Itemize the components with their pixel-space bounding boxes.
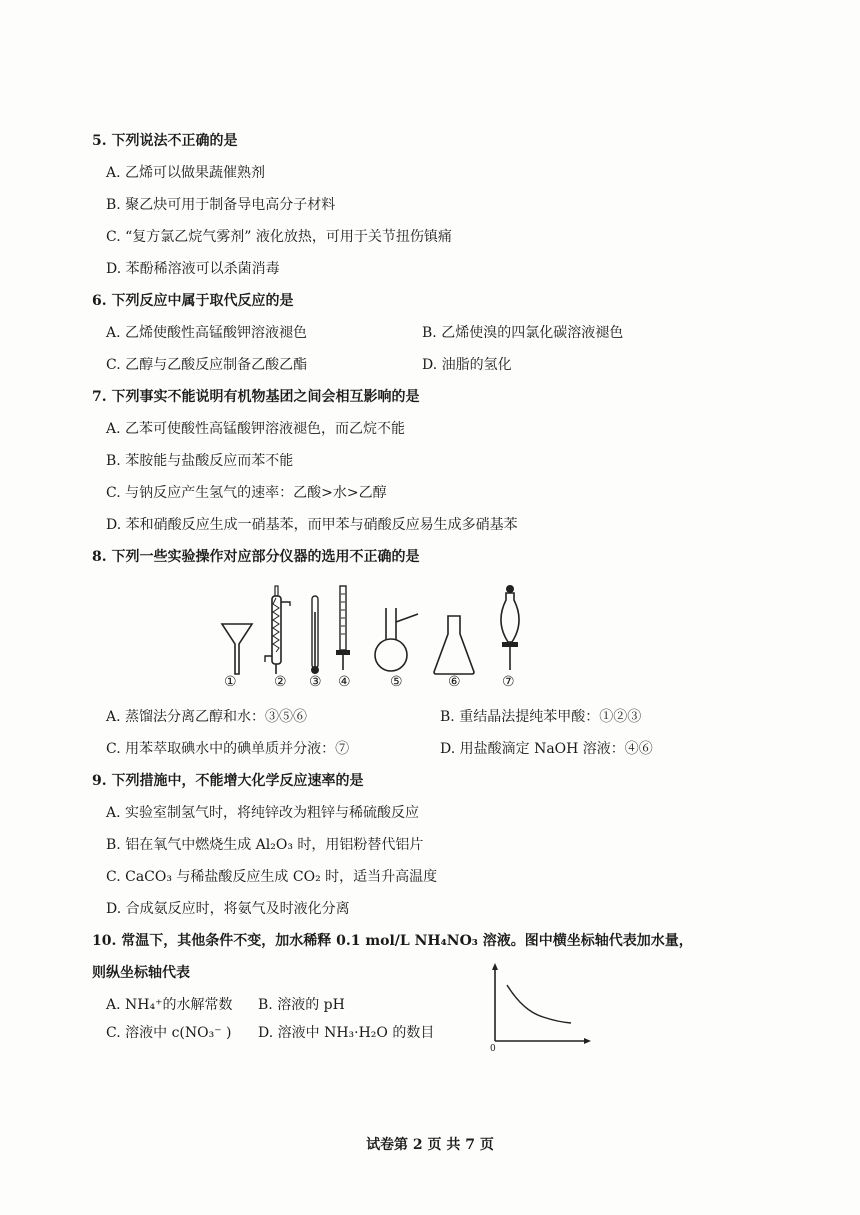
apparatus-label-5: ⑤ — [390, 674, 403, 690]
apparatus-figure — [210, 584, 540, 694]
apparatus-label-6: ⑥ — [448, 674, 461, 690]
q9-option-d: D. 合成氨反应时，将氨气及时液化分离 — [106, 901, 350, 917]
q9-option-a: A. 实验室制氢气时，将纯锌改为粗锌与稀硫酸反应 — [106, 805, 420, 821]
q9-option-c: C. CaCO₃ 与稀盐酸反应生成 CO₂ 时，适当升高温度 — [106, 869, 438, 885]
q8-stem: 8. 下列一些实验操作对应部分仪器的选用不正确的是 — [92, 549, 420, 565]
q7-option-d: D. 苯和硝酸反应生成一硝基苯，而甲苯与硝酸反应易生成多硝基苯 — [106, 517, 518, 533]
decreasing-curve — [507, 985, 571, 1023]
q10-stem-line2: 则纵坐标轴代表 — [92, 965, 190, 981]
q7-option-b: B. 苯胺能与盐酸反应而苯不能 — [106, 453, 294, 469]
q10-option-b: B. 溶液的 pH — [258, 997, 345, 1013]
q10-option-d: D. 溶液中 NH₃·H₂O 的数目 — [258, 1025, 435, 1041]
q7-option-a: A. 乙苯可使酸性高锰酸钾溶液褪色，而乙烷不能 — [106, 421, 406, 437]
distillation-flask-icon — [374, 606, 422, 676]
apparatus-label-2: ② — [274, 674, 287, 690]
funnel-icon — [220, 622, 254, 677]
q5-option-c: C. “复方氯乙烷气雾剂” 液化放热，可用于关节扭伤镇痛 — [106, 229, 452, 245]
q6-option-b: B. 乙烯使溴的四氯化碳溶液褪色 — [422, 325, 624, 341]
q5-option-d: D. 苯酚稀溶液可以杀菌消毒 — [106, 261, 280, 277]
q10-option-c: C. 溶液中 c(NO₃⁻ ) — [106, 1025, 232, 1041]
q5-stem: 5. 下列说法不正确的是 — [92, 133, 238, 149]
q10-graph — [483, 963, 593, 1053]
q5-option-a: A. 乙烯可以做果蔬催熟剂 — [106, 165, 266, 181]
conical-flask-icon — [432, 614, 476, 676]
q10-option-a: A. NH₄⁺的水解常数 — [106, 997, 233, 1013]
separatory-funnel-icon — [493, 584, 527, 677]
q7-stem: 7. 下列事实不能说明有机物基团之间会相互影响的是 — [92, 389, 420, 405]
q6-stem: 6. 下列反应中属于取代反应的是 — [92, 293, 294, 309]
thermometer-icon — [308, 594, 322, 677]
page-footer: 试卷第 2 页 共 7 页 — [366, 1137, 494, 1153]
q8-option-d: D. 用盐酸滴定 NaOH 溶液：④⑥ — [440, 741, 653, 757]
q9-stem: 9. 下列措施中，不能增大化学反应速率的是 — [92, 773, 364, 789]
apparatus-label-3: ③ — [309, 674, 322, 690]
q8-option-a: A. 蒸馏法分离乙醇和水：③⑤⑥ — [106, 709, 308, 725]
q6-option-a: A. 乙烯使酸性高锰酸钾溶液褪色 — [106, 325, 308, 341]
condenser-icon — [262, 584, 296, 677]
q6-option-d: D. 油脂的氢化 — [422, 357, 512, 373]
q10-stem-line1: 10. 常温下，其他条件不变，加水稀释 0.1 mol/L NH₄NO₃ 溶液。图中横坐标轴代表加水量， — [92, 933, 693, 949]
x-axis-arrow — [584, 1038, 591, 1044]
apparatus-label-4: ④ — [338, 674, 351, 690]
burette-icon — [334, 584, 352, 677]
q5-option-b: B. 聚乙炔可用于制备导电高分子材料 — [106, 197, 336, 213]
q7-option-c: C. 与钠反应产生氢气的速率：乙酸>水>乙醇 — [106, 485, 387, 501]
origin-label: 0 — [490, 1044, 496, 1053]
q9-option-b: B. 铝在氧气中燃烧生成 Al₂O₃ 时，用铝粉替代铝片 — [106, 837, 424, 853]
apparatus-label-7: ⑦ — [502, 674, 515, 690]
apparatus-label-1: ① — [224, 674, 237, 690]
q8-option-c: C. 用苯萃取碘水中的碘单质并分液：⑦ — [106, 741, 350, 757]
q6-option-c: C. 乙醇与乙酸反应制备乙酸乙酯 — [106, 357, 308, 373]
q8-option-b: B. 重结晶法提纯苯甲酸：①②③ — [440, 709, 642, 725]
y-axis-arrow — [492, 963, 498, 970]
